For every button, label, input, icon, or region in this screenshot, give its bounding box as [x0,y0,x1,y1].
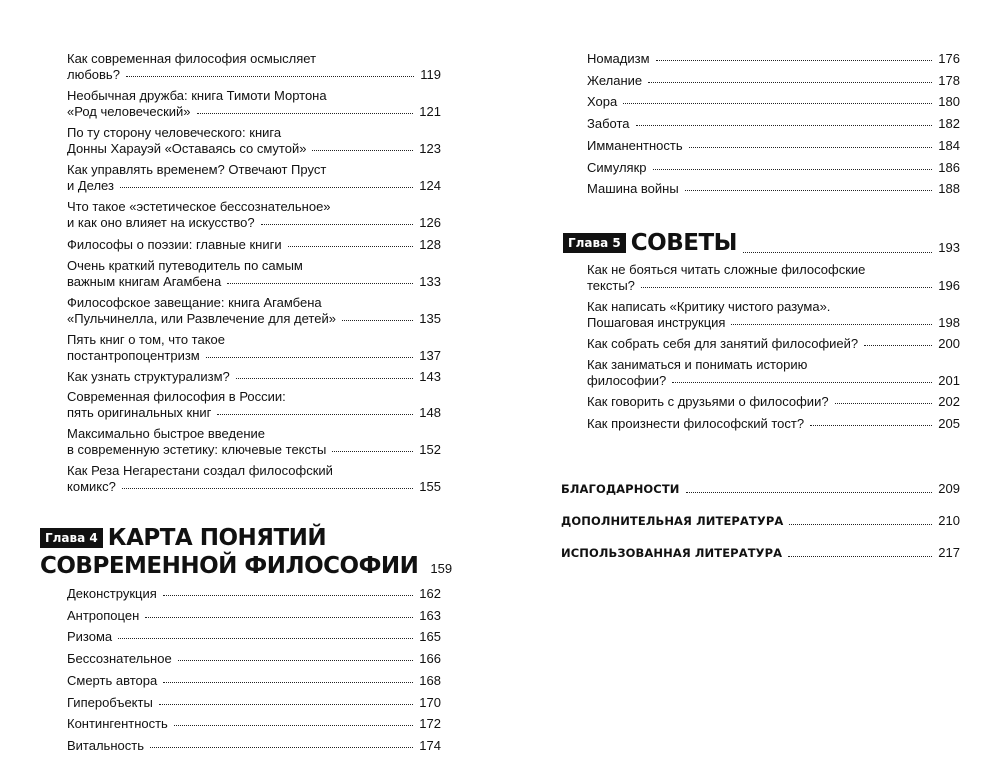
toc-entry[interactable] [67,51,441,83]
right-page [500,0,1000,781]
toc-entry[interactable] [587,416,960,432]
leader-dots [122,478,413,489]
leader-dots [150,737,413,748]
toc-entry[interactable] [587,181,960,197]
leader-dots [686,483,933,493]
toc-entry-text: Хора [587,94,618,110]
leader-dots [261,214,414,225]
toc-entry[interactable] [67,673,441,689]
leader-dots [145,607,413,618]
back-matter-section[interactable] [561,513,960,529]
leader-dots [623,93,932,104]
toc-entry[interactable] [67,332,441,364]
toc-entry-page: 178 [938,72,960,88]
toc-entry-page: 162 [419,586,441,601]
toc-entry-text: философии? [587,373,667,388]
toc-entry-page: 176 [938,51,960,66]
toc-entry-page: 137 [419,348,441,363]
section-title: БЛАГОДАРНОСТИ [561,482,680,496]
chapter-5-title: СОВЕТЫ [630,230,737,256]
toc-entry-text-line1: Очень краткий путеводитель по самым [67,258,303,273]
toc-entry[interactable] [67,608,441,624]
section-title: ИСПОЛЬЗОВАННАЯ ЛИТЕРАТУРА [561,546,783,560]
toc-entry-text: Антропоцен [67,607,140,623]
leader-dots [636,115,933,126]
toc-entry-page: 174 [419,737,441,753]
toc-entry-page: 119 [420,67,441,82]
toc-entry-text: Машина войны [587,181,679,197]
toc-entry-text: «Род человеческий» [67,104,191,119]
toc-entry-text: Пошаговая инструкция [587,315,726,330]
section-page: 217 [938,545,960,560]
leader-dots [227,273,413,284]
toc-entry[interactable] [67,586,441,602]
toc-entry-page: 196 [938,278,960,293]
leader-dots [118,628,413,639]
toc-entry-text: Деконструкция [67,586,157,601]
toc-entry[interactable] [67,88,441,120]
toc-entry-text: Как говорить с друзьями о философии? [587,394,829,409]
leader-dots [178,650,414,661]
toc-entry-text: Забота [587,116,630,132]
chapter-5-badge: Глава 5 [563,233,626,253]
toc-entry-text: Желание [587,72,643,88]
toc-entry-page: 205 [938,416,960,431]
leader-dots [120,177,413,188]
leader-dots [163,672,413,683]
toc-entry-text: и Делез [67,178,114,193]
toc-entry[interactable] [587,394,960,410]
leader-dots [217,404,413,415]
toc-entry-page: 155 [419,479,441,494]
leader-dots [126,66,414,77]
toc-entry-page: 200 [938,336,960,351]
leader-dots [788,547,932,557]
toc-entry[interactable] [67,716,441,732]
toc-entry[interactable] [587,116,960,132]
leader-dots [159,694,413,705]
toc-entry-page: 152 [419,442,441,457]
leader-dots [789,515,932,525]
toc-entry-page: 198 [938,315,960,330]
toc-entry-text: тексты? [587,278,635,293]
toc-entry-text-line1: Что такое «эстетическое бессознательное» [67,199,331,214]
toc-entry-text-line1: Как не бояться читать сложные философские [587,262,866,277]
leader-dots [163,585,414,596]
toc-entry-page: 186 [938,159,960,175]
toc-entry-text: Донны Харауэй «Оставаясь со смутой» [67,141,307,156]
leader-dots [641,277,932,288]
toc-entry-text: пять оригинальных книг [67,405,212,420]
toc-entry-text: Имманентность [587,137,683,153]
toc-entry-text-line1: Максимально быстрое введение [67,426,265,441]
leader-dots [689,137,933,148]
toc-entry-text: любовь? [67,67,120,82]
toc-entry-text-line1: По ту сторону человеческого: книга [67,125,282,140]
leader-dots [731,314,932,325]
toc-entry[interactable] [587,73,960,89]
toc-entry[interactable] [67,125,441,157]
chapter-5-heading[interactable] [563,229,960,257]
leader-dots [864,335,932,346]
leader-dots [312,140,413,151]
toc-entry[interactable] [67,295,441,327]
leader-dots [810,415,932,426]
toc-entry[interactable] [67,738,441,754]
toc-entry-text-line1: Как Реза Негарестани создал философский [67,463,333,478]
toc-entry[interactable] [587,138,960,154]
toc-entry-text: Контингентность [67,716,168,732]
toc-entry-page: 126 [419,215,441,230]
toc-entry[interactable] [587,299,960,331]
toc-entry[interactable] [67,199,441,231]
toc-entry-page: 184 [938,137,960,153]
leader-dots [672,372,932,383]
toc-entry[interactable] [587,94,960,110]
chapter-4-title-line1: КАРТА ПОНЯТИЙ [107,525,327,551]
toc-entry-text-line1: Пять книг о том, что такое [67,332,225,347]
leader-dots [653,159,933,170]
leader-dots [685,180,933,191]
toc-entry[interactable] [67,695,441,711]
section-page: 210 [938,513,960,528]
toc-entry[interactable] [587,262,960,294]
toc-entry-text: в современную эстетику: ключевые тексты [67,442,327,457]
toc-entry-page: 123 [419,141,441,156]
chapter-4-title-row[interactable] [40,552,453,580]
section-page: 209 [938,481,960,496]
toc-entry-text-line1: Как заниматься и понимать историю [587,357,808,372]
toc-entry-page: 202 [938,394,960,409]
toc-entry-page: 124 [419,178,441,193]
toc-entry-text: Гиперобъекты [67,694,153,710]
toc-entry[interactable] [67,162,441,194]
toc-entry-page: 172 [419,716,441,732]
back-matter-section[interactable] [561,481,960,497]
toc-entry-page: 188 [938,181,960,197]
toc-entry-page: 133 [419,274,441,289]
toc-entry-text-line1: Как современная философия осмысляет [67,51,317,66]
toc-entry[interactable] [67,258,441,290]
toc-entry-text: Как произнести философский тост? [587,416,805,431]
leader-dots [206,347,414,358]
chapter-4-heading[interactable] [40,524,326,552]
chapter-4-title-line2: СОВРЕМЕННОЙ ФИЛОСОФИИ [40,553,419,579]
leader-dots [332,441,413,452]
toc-entry[interactable] [67,629,441,645]
toc-entry-text: Бессознательное [67,651,172,667]
toc-entry-text: Философы о поэзии: главные книги [67,237,282,252]
toc-entry[interactable] [67,651,441,667]
chapter-5-page: 193 [938,240,960,255]
leader-dots [342,310,413,321]
toc-entry-page: 143 [419,369,441,384]
toc-entry-page: 166 [419,651,441,667]
leader-dots [174,715,413,726]
toc-entry-text-line1: Как управлять временем? Отвечают Пруст [67,162,327,177]
toc-entry-page: 148 [419,405,441,420]
toc-entry-text: Номадизм [587,51,650,66]
toc-entry-text-line1: Современная философия в России: [67,389,286,404]
toc-entry-page: 201 [938,373,960,388]
toc-entry-text-line1: Философское завещание: книга Агамбена [67,295,322,310]
toc-entry[interactable] [67,389,441,421]
toc-entry-text: Витальность [67,737,144,753]
toc-entry-text: комикс? [67,479,116,494]
chapter-4-badge: Глава 4 [40,528,103,548]
toc-entry-page: 163 [419,607,441,623]
toc-entry-text: постантропоцентризм [67,348,200,363]
toc-entry-text: и как оно влияет на искусство? [67,215,255,230]
toc-entry-text-line1: Необычная дружба: книга Тимоти Мортона [67,88,327,103]
toc-entry-text: важным книгам Агамбена [67,274,222,289]
leader-dots [835,393,933,404]
toc-entry-text: Как собрать себя для занятий философией? [587,336,859,351]
back-matter-section[interactable] [561,545,960,561]
toc-entry[interactable] [587,51,960,67]
toc-entry-text: Смерть автора [67,672,158,688]
toc-entry-text-line1: Как написать «Критику чистого разума». [587,299,831,314]
chapter-4-page: 159 [430,561,453,576]
toc-entry-page: 135 [419,311,441,326]
leader-dots [743,242,932,253]
toc-entry-page: 170 [419,694,441,710]
toc-entry-page: 182 [938,116,960,132]
toc-entry[interactable] [587,160,960,176]
leader-dots [648,72,932,83]
toc-entry[interactable] [67,463,441,495]
toc-entry-page: 168 [419,672,441,688]
toc-entry-text: Ризома [67,629,113,645]
toc-entry-text: «Пульчинелла, или Развлечение для детей» [67,311,336,326]
toc-entry-text: Как узнать структурализм? [67,369,230,384]
toc-entry[interactable] [67,237,441,253]
toc-entry-text: Симулякр [587,159,647,175]
toc-entry[interactable] [67,369,441,385]
toc-entry-page: 128 [419,237,441,252]
toc-entry[interactable] [67,426,441,458]
toc-entry[interactable] [587,357,960,389]
leader-dots [656,50,933,61]
leader-dots [197,103,414,114]
toc-entry-page: 180 [938,94,960,110]
toc-entry[interactable] [587,336,960,352]
toc-entry-page: 165 [419,629,441,645]
leader-dots [236,368,414,379]
section-title: ДОПОЛНИТЕЛЬНАЯ ЛИТЕРАТУРА [561,514,784,528]
leader-dots [288,236,414,247]
toc-entry-page: 121 [419,104,441,119]
